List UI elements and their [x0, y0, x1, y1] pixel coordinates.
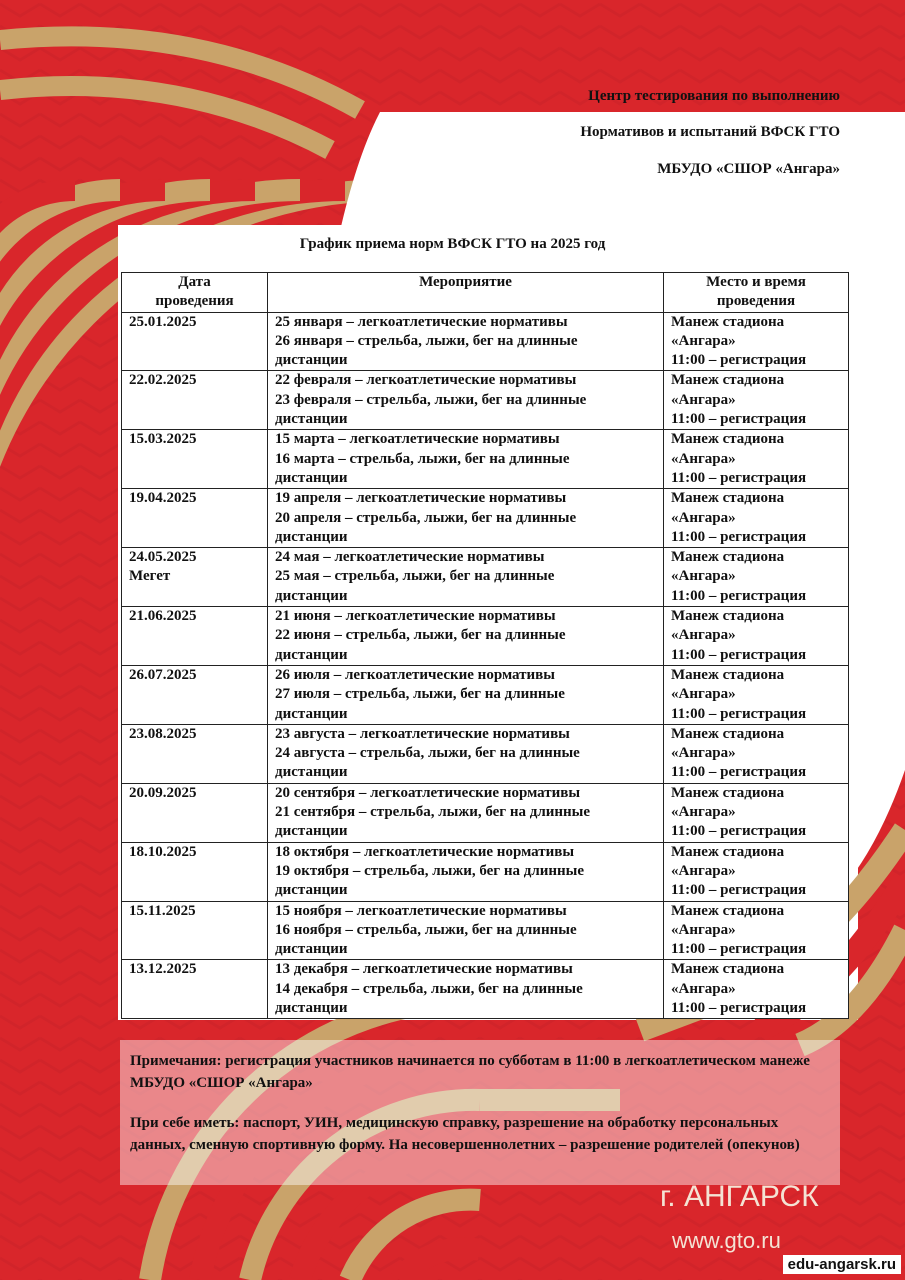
place-cell: [664, 371, 849, 430]
date-text: 21.06.2025: [129, 608, 197, 625]
event-line-2: 14 декабря – стрельба, лыжи, бег на длинные: [275, 980, 583, 997]
place-line-2: «Ангара»: [671, 391, 736, 408]
date-cell: [122, 607, 268, 666]
event-line-2: 24 августа – стрельба, лыжи, бег на длинные: [275, 745, 580, 762]
event-line-3: дистанции: [275, 587, 348, 604]
header-line-3: МБУДО «СШОР «Ангара»: [657, 161, 840, 177]
table-row: [122, 960, 849, 1019]
column-header-place-line2: проведения: [716, 293, 796, 310]
event-cell: [268, 665, 664, 724]
place-line-2: «Ангара»: [671, 332, 736, 349]
event-line-3: дистанции: [275, 646, 348, 663]
date-text: 23.08.2025: [129, 725, 197, 742]
place-cell: [664, 665, 849, 724]
table-row: [122, 901, 849, 960]
event-line-1: 22 февраля – легкоатлетические нормативы: [275, 372, 577, 389]
event-line-2: 25 мая – стрельба, лыжи, бег на длинные: [275, 568, 555, 585]
table-row: [122, 783, 849, 842]
place-cell: [664, 548, 849, 607]
table-row: [122, 724, 849, 783]
event-line-2: 20 апреля – стрельба, лыжи, бег на длинные: [275, 509, 577, 526]
place-cell: [664, 724, 849, 783]
notes-bring: При себе иметь: паспорт, УИН, медицинскую справку, разрешение на обработку персональных данных, сменную спортивную форму. На несовершеннолетних – разрешение родителей (опекунов): [130, 1115, 800, 1153]
event-line-3: дистанции: [275, 764, 348, 781]
event-line-3: дистанции: [275, 528, 348, 545]
place-line-2: «Ангара»: [671, 627, 736, 644]
event-line-1: 25 января – легкоатлетические нормативы: [275, 313, 568, 330]
date-text: 22.02.2025: [129, 372, 197, 389]
place-line-3: 11:00 – регистрация: [671, 882, 807, 899]
date-cell: [122, 312, 268, 371]
header-line-1: Центр тестирования по выполнению: [588, 88, 840, 104]
table-row: [122, 607, 849, 666]
place-line-3: 11:00 – регистрация: [671, 469, 807, 486]
event-line-3: дистанции: [275, 999, 348, 1016]
city-label: г. АНГАРСК: [660, 1180, 819, 1213]
event-line-3: дистанции: [275, 823, 348, 840]
place-line-2: «Ангара»: [671, 686, 736, 703]
date-cell: [122, 371, 268, 430]
event-line-1: 23 августа – легкоатлетические нормативы: [275, 725, 570, 742]
event-cell: [268, 842, 664, 901]
site-label: www.gto.ru: [672, 1228, 781, 1253]
date-cell: [122, 548, 268, 607]
column-header-date-line1: Дата: [178, 274, 211, 290]
event-cell: [268, 901, 664, 960]
place-line-1: Манеж стадиона: [671, 313, 785, 330]
event-line-3: дистанции: [275, 941, 348, 958]
table-row: [122, 842, 849, 901]
place-line-2: «Ангара»: [671, 509, 736, 526]
place-line-3: 11:00 – регистрация: [671, 941, 807, 958]
event-line-2: 16 ноября – стрельба, лыжи, бег на длинные: [275, 921, 577, 938]
date-text: 25.01.2025: [129, 313, 197, 330]
place-line-3: 11:00 – регистрация: [671, 411, 807, 428]
place-line-1: Манеж стадиона: [671, 372, 785, 389]
place-line-1: Манеж стадиона: [671, 608, 785, 625]
place-line-2: «Ангара»: [671, 450, 736, 467]
event-line-1: 21 июня – легкоатлетические нормативы: [275, 608, 556, 625]
place-line-1: Манеж стадиона: [671, 961, 785, 978]
date-cell: [122, 489, 268, 548]
place-line-2: «Ангара»: [671, 980, 736, 997]
date-text: 15.11.2025: [129, 902, 196, 919]
table-header-row: [122, 273, 849, 313]
column-header-place: [664, 273, 849, 313]
table-row: [122, 548, 849, 607]
event-cell: [268, 312, 664, 371]
place-line-1: Манеж стадиона: [671, 431, 785, 448]
event-line-3: дистанции: [275, 352, 348, 369]
event-cell: [268, 548, 664, 607]
place-cell: [664, 901, 849, 960]
table-row: [122, 489, 849, 548]
notes-remark: Примечания: регистрация участников начинается по субботам в 11:00 в легкоатлетическом манеже МБУДО «СШОР «Ангара»: [130, 1053, 810, 1091]
place-line-3: 11:00 – регистрация: [671, 587, 807, 604]
event-line-3: дистанции: [275, 882, 348, 899]
date-cell: [122, 960, 268, 1019]
header-line-2: Нормативов и испытаний ВФСК ГТО: [580, 124, 840, 140]
place-line-3: 11:00 – регистрация: [671, 999, 807, 1016]
schedule-table: [121, 272, 849, 1019]
place-cell: [664, 489, 849, 548]
place-line-1: Манеж стадиона: [671, 490, 785, 507]
column-header-date: [122, 273, 268, 313]
event-line-1: 26 июля – легкоатлетические нормативы: [275, 666, 555, 683]
event-cell: [268, 783, 664, 842]
place-line-3: 11:00 – регистрация: [671, 823, 807, 840]
event-line-2: 27 июля – стрельба, лыжи, бег на длинные: [275, 686, 565, 703]
event-line-3: дистанции: [275, 411, 348, 428]
date-note: Мегет: [129, 568, 171, 585]
event-line-1: 20 сентября – легкоатлетические нормативы: [275, 784, 581, 801]
column-header-place-line1: Место и время: [706, 274, 806, 290]
date-cell: [122, 724, 268, 783]
place-line-1: Манеж стадиона: [671, 902, 785, 919]
place-line-1: Манеж стадиона: [671, 843, 785, 860]
date-cell: [122, 665, 268, 724]
event-cell: [268, 724, 664, 783]
event-line-1: 18 октября – легкоатлетические нормативы: [275, 843, 575, 860]
event-line-2: 22 июня – стрельба, лыжи, бег на длинные: [275, 627, 566, 644]
event-line-2: 26 января – стрельба, лыжи, бег на длинные: [275, 332, 578, 349]
place-line-3: 11:00 – регистрация: [671, 705, 807, 722]
place-line-1: Манеж стадиона: [671, 725, 785, 742]
place-line-1: Манеж стадиона: [671, 784, 785, 801]
date-text: 18.10.2025: [129, 843, 197, 860]
place-line-3: 11:00 – регистрация: [671, 764, 807, 781]
event-line-2: 21 сентября – стрельба, лыжи, бег на длинные: [275, 804, 591, 821]
place-line-2: «Ангара»: [671, 745, 736, 762]
event-line-2: 23 февраля – стрельба, лыжи, бег на длинные: [275, 391, 587, 408]
event-line-3: дистанции: [275, 469, 348, 486]
event-line-2: 19 октября – стрельба, лыжи, бег на длинные: [275, 862, 585, 879]
place-cell: [664, 607, 849, 666]
event-line-1: 13 декабря – легкоатлетические нормативы: [275, 961, 573, 978]
place-line-2: «Ангара»: [671, 862, 736, 879]
date-cell: [122, 783, 268, 842]
column-header-date-line2: проведения: [155, 293, 234, 310]
event-cell: [268, 489, 664, 548]
place-line-1: Манеж стадиона: [671, 549, 785, 566]
date-text: 20.09.2025: [129, 784, 197, 801]
page-title: График приема норм ВФСК ГТО на 2025 год: [299, 236, 606, 252]
date-text: 19.04.2025: [129, 490, 197, 507]
date-cell: [122, 901, 268, 960]
schedule-body: [122, 312, 849, 1019]
table-row: [122, 430, 849, 489]
place-line-2: «Ангара»: [671, 804, 736, 821]
place-cell: [664, 842, 849, 901]
place-cell: [664, 430, 849, 489]
place-line-3: 11:00 – регистрация: [671, 646, 807, 663]
table-row: [122, 312, 849, 371]
event-line-1: 15 ноября – легкоатлетические нормативы: [275, 902, 567, 919]
place-cell: [664, 783, 849, 842]
date-text: 24.05.2025: [129, 549, 197, 566]
date-cell: [122, 842, 268, 901]
event-line-1: 24 мая – легкоатлетические нормативы: [275, 549, 545, 566]
place-cell: [664, 312, 849, 371]
date-text: 15.03.2025: [129, 431, 197, 448]
date-text: 26.07.2025: [129, 666, 197, 683]
event-line-3: дистанции: [275, 705, 348, 722]
place-line-2: «Ангара»: [671, 921, 736, 938]
place-line-2: «Ангара»: [671, 568, 736, 585]
event-cell: [268, 371, 664, 430]
place-cell: [664, 960, 849, 1019]
event-cell: [268, 607, 664, 666]
date-cell: [122, 430, 268, 489]
event-line-1: 19 апреля – легкоатлетические нормативы: [275, 490, 567, 507]
event-cell: [268, 430, 664, 489]
watermark: edu-angarsk.ru: [783, 1255, 901, 1274]
date-text: 13.12.2025: [129, 961, 197, 978]
column-header-event: Мероприятие: [268, 273, 664, 313]
place-line-1: Манеж стадиона: [671, 666, 785, 683]
place-line-3: 11:00 – регистрация: [671, 528, 807, 545]
event-line-2: 16 марта – стрельба, лыжи, бег на длинные: [275, 450, 570, 467]
table-row: [122, 371, 849, 430]
table-row: [122, 665, 849, 724]
place-line-3: 11:00 – регистрация: [671, 352, 807, 369]
event-line-1: 15 марта – легкоатлетические нормативы: [275, 431, 560, 448]
event-cell: [268, 960, 664, 1019]
